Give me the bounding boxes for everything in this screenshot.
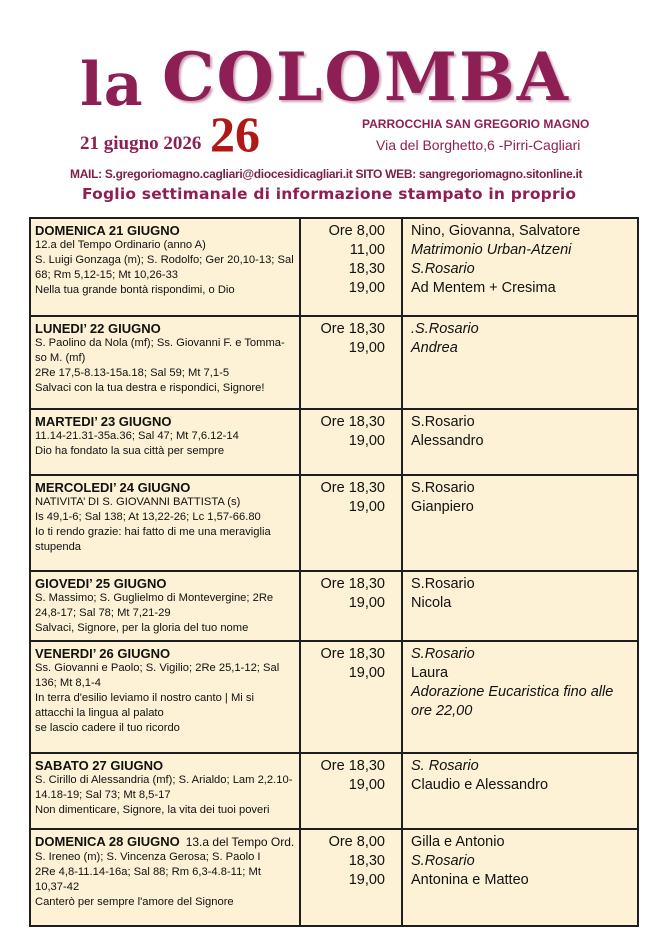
liturgy-line: Canterò per sempre l'amore del Signore: [35, 896, 234, 908]
intention: Matrimonio Urban-Atzeni: [411, 242, 572, 258]
mass-times-cell: [301, 317, 403, 408]
liturgy-line: 2Re 17,5-8.13-15a.18; Sal 59; Mt 7,1-5: [35, 367, 230, 379]
day-row: [31, 830, 637, 925]
mass-times-cell: [301, 572, 403, 640]
intentions-cell: [403, 410, 637, 474]
intention: S.Rosario: [411, 576, 475, 592]
liturgy-line: S. Luigi Gonzaga (m); S. Rodolfo; Ger 20,10-13; Sal 68; Rm 5,12-15; Mt 10,26-33: [35, 254, 294, 281]
subtitle: Foglio settimanale di informazione stampato in proprio: [82, 185, 577, 203]
liturgy-line: Nella tua grande bontà rispondimi, o Dio: [35, 284, 235, 296]
day-name-text: GIOVEDI’ 25 GIUGNO: [35, 576, 167, 591]
intentions-cell: [403, 642, 637, 752]
intention: Antonina e Matteo: [411, 872, 529, 888]
intention: Adorazione Eucaristica fino alle ore 22,00: [411, 684, 614, 719]
day-name: [35, 834, 295, 850]
mass-time: 19,00: [348, 280, 385, 296]
day-row: [31, 754, 637, 830]
mass-time: 18,30: [348, 261, 385, 277]
liturgy-line: Ss. Giovanni e Paolo; S. Vigilio; 2Re 25,1-12; Sal 136; Mt 8,1-4: [35, 662, 280, 689]
mass-time: Ore 18,30: [320, 646, 385, 662]
intention: Alessandro: [411, 433, 484, 449]
mass-times-cell: [301, 754, 403, 828]
title-colomba: COLOMBA: [162, 38, 570, 116]
day-info-cell: [31, 219, 301, 315]
day-name-text: SABATO 27 GIUGNO: [35, 758, 164, 773]
liturgy-line: Salvaci, Signore, per la gloria del tuo nome: [35, 622, 249, 634]
liturgy-line: S. Ireneo (m); S. Vincenza Gerosa; S. Paolo I: [35, 851, 261, 863]
mass-time: Ore 8,00: [328, 223, 385, 239]
intention: .S.Rosario: [411, 321, 479, 337]
parish-address: Via del Borghetto,6 -Pirri-Cagliari: [376, 137, 581, 153]
intention: S.Rosario: [411, 414, 475, 430]
liturgy-line: S. Cirillo di Alessandria (mf); S. Arialdo; Lam 2,2.10-14.18-19; Sal 73; Mt 8,5-17: [35, 774, 293, 801]
issue-date: 21 giugno 2026: [80, 133, 202, 154]
day-name: [35, 480, 295, 495]
mass-time: 19,00: [348, 665, 385, 681]
day-info-cell: [31, 754, 301, 828]
mass-time: 19,00: [348, 872, 385, 888]
intention: S.Rosario: [411, 261, 475, 277]
day-name-text: DOMENICA 21 GIUGNO: [35, 223, 180, 238]
day-name-text: MERCOLEDI’ 24 GIUGNO: [35, 480, 191, 495]
mass-time: 19,00: [348, 595, 385, 611]
intentions-cell: [403, 476, 637, 570]
liturgy-line: Salvaci con la tua destra e rispondici, Signore!: [35, 382, 265, 394]
mass-times-cell: [301, 830, 403, 925]
mass-time: Ore 18,30: [320, 414, 385, 430]
day-name: [35, 414, 295, 429]
intentions-cell: [403, 317, 637, 408]
liturgy-line: Is 49,1-6; Sal 138; At 13,22-26; Lc 1,57-66.80: [35, 511, 261, 523]
day-row: [31, 219, 637, 317]
day-row: [31, 642, 637, 754]
day-name: [35, 321, 295, 336]
mass-time: 19,00: [348, 340, 385, 356]
day-info-cell: [31, 572, 301, 640]
day-name: [35, 758, 295, 773]
liturgy-line: In terra d'esilio leviamo il nostro canto | Mi si attacchi la lingua al palato: [35, 692, 254, 719]
contact-line: MAIL: S.gregoriomagno.cagliari@diocesidicagliari.it SITO WEB: sangregoriomagno.sitonline.it: [70, 167, 583, 181]
day-info-cell: [31, 476, 301, 570]
liturgy-line: 12.a del Tempo Ordinario (anno A): [35, 239, 206, 251]
day-extra: 13.a del Tempo Ord.: [185, 835, 295, 849]
intention: Gianpiero: [411, 499, 474, 515]
liturgy-line: NATIVITA’ DI S. GIOVANNI BATTISTA (s): [35, 496, 241, 508]
mass-times-cell: [301, 642, 403, 752]
intention: Nicola: [411, 595, 452, 611]
issue-number: 26: [210, 106, 260, 162]
day-row: [31, 317, 637, 410]
mass-time: 19,00: [348, 499, 385, 515]
day-name: [35, 223, 295, 238]
intentions-cell: [403, 219, 637, 315]
day-info-cell: [31, 642, 301, 752]
day-row: [31, 572, 637, 642]
intention: Ad Mentem + Cresima: [411, 280, 556, 296]
title-la: la: [80, 50, 144, 120]
intention: Nino, Giovanna, Salvatore: [411, 223, 581, 239]
day-row: [31, 410, 637, 476]
mass-time: Ore 18,30: [320, 758, 385, 774]
day-name-text: LUNEDI’ 22 GIUGNO: [35, 321, 161, 336]
intention: S.Rosario: [411, 646, 475, 662]
liturgy-line: se lascio cadere il tuo ricordo: [35, 722, 180, 734]
liturgy-line: Dio ha fondato la sua città per sempre: [35, 445, 225, 457]
day-info-cell: [31, 410, 301, 474]
intentions-cell: [403, 830, 637, 925]
mass-time: Ore 18,30: [320, 480, 385, 496]
intention: Andrea: [411, 340, 458, 356]
day-info-cell: [31, 830, 301, 925]
day-name: [35, 576, 295, 591]
liturgy-line: 11.14-21.31-35a.36; Sal 47; Mt 7,6.12-14: [35, 430, 239, 442]
day-name-text: MARTEDI’ 23 GIUGNO: [35, 414, 172, 429]
day-row: [31, 476, 637, 572]
intentions-cell: [403, 754, 637, 828]
day-name-text: VENERDI’ 26 GIUGNO: [35, 646, 171, 661]
mass-time: Ore 8,00: [328, 834, 385, 850]
masthead: [0, 0, 670, 215]
intention: Laura: [411, 665, 449, 681]
mass-time: 19,00: [348, 777, 385, 793]
intention: S.Rosario: [411, 853, 475, 869]
intention: S.Rosario: [411, 480, 475, 496]
liturgy-line: S. Paolino da Nola (mf); Ss. Giovanni F. e Tomma-so M. (mf): [35, 337, 285, 364]
intention: Claudio e Alessandro: [411, 777, 549, 793]
intention: S. Rosario: [411, 758, 479, 774]
liturgy-line: S. Massimo; S. Guglielmo di Montevergine; 2Re 24,8-17; Sal 78; Mt 7,21-29: [35, 592, 274, 619]
mass-time: 18,30: [348, 853, 385, 869]
intentions-cell: [403, 572, 637, 640]
liturgy-line: 2Re 4,8-11.14-16a; Sal 88; Rm 6,3-4.8-11; Mt 10,37-42: [35, 866, 261, 893]
mass-time: Ore 18,30: [320, 321, 385, 337]
day-info-cell: [31, 317, 301, 408]
intention: Gilla e Antonio: [411, 834, 505, 850]
mass-time: 19,00: [348, 433, 385, 449]
weekly-schedule-table: [29, 217, 639, 927]
mass-time: Ore 18,30: [320, 576, 385, 592]
day-name-text: DOMENICA 28 GIUGNO: [35, 834, 180, 849]
mass-times-cell: [301, 410, 403, 474]
day-name: [35, 646, 295, 661]
liturgy-line: Io ti rendo grazie: hai fatto di me una meraviglia stupenda: [35, 526, 271, 553]
mass-times-cell: [301, 219, 403, 315]
mass-time: 11,00: [349, 242, 385, 258]
parish-name: PARROCCHIA SAN GREGORIO MAGNO: [362, 117, 590, 131]
mass-times-cell: [301, 476, 403, 570]
liturgy-line: Non dimenticare, Signore, la vita dei tuoi poveri: [35, 804, 270, 816]
